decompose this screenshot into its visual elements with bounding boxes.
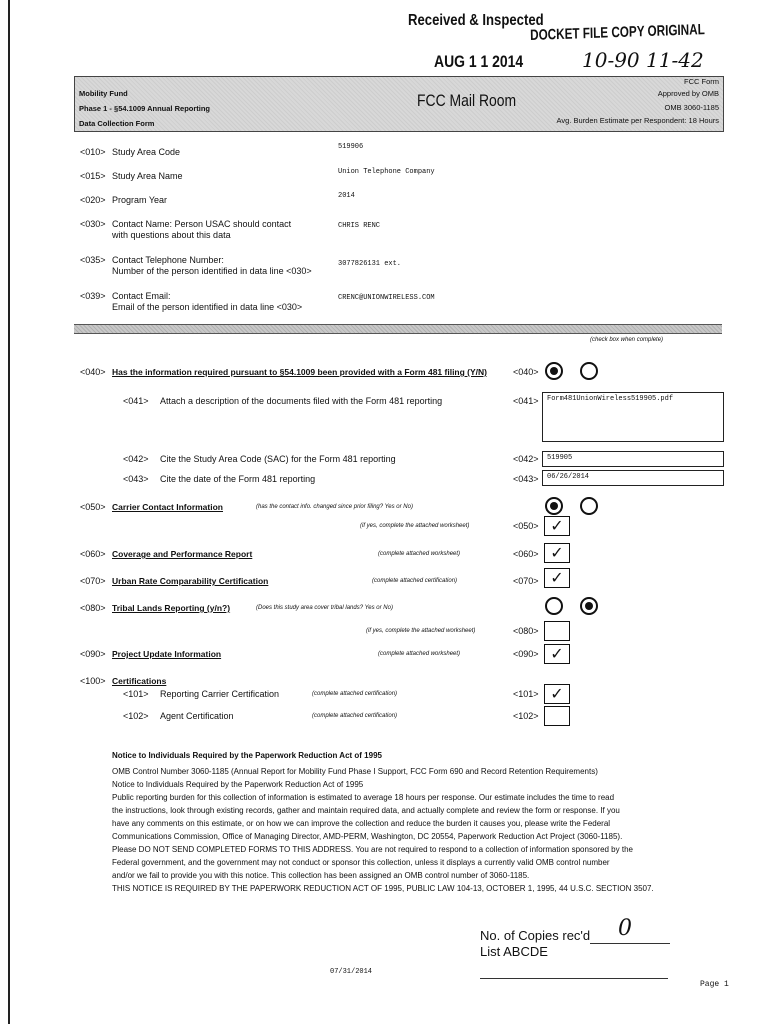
q041-code-right: <041>: [513, 396, 539, 406]
q043-code-right: <043>: [513, 474, 539, 484]
notice-line: and/or we fail to provide you with this notice. This collection has been assigned an OMB control number of 3060-1185.: [112, 871, 530, 880]
q080-no-radio[interactable]: [580, 597, 598, 615]
field-code: <010>: [80, 147, 106, 157]
q101-label: Reporting Carrier Certification: [160, 689, 280, 699]
q080-checkbox[interactable]: [544, 621, 570, 641]
field-code: <030>: [80, 219, 106, 229]
q101-checkbox[interactable]: ✓: [544, 684, 570, 704]
q040-code: <040>: [80, 367, 106, 377]
stamp-date: AUG 1 1 2014: [434, 52, 524, 71]
copies-value: 0: [618, 916, 632, 941]
notice-line: Communications Commission, Office of Managing Director, AMD-PERM, Washington, DC 20554, Paperwork Reduction Act Project (3060-1185).: [112, 832, 623, 841]
q070-hint: (complete attached certification): [372, 578, 458, 584]
notice-body: [112, 765, 702, 895]
page-edge: [8, 0, 10, 1024]
q050-checkbox[interactable]: ✓: [544, 516, 570, 536]
q101-hint: (complete attached certification): [312, 691, 398, 697]
notice-line: OMB Control Number 3060-1185 (Annual Report for Mobility Fund Phase I Support, FCC Form 690 and Record Retention Requirements): [112, 767, 598, 776]
q090-code-right: <090>: [513, 649, 539, 659]
notice-line: the instructions, look through existing records, gather and maintain required data, and actually complete and review the form or response. If you: [112, 806, 620, 815]
field-label-2: Email of the person identified in data line <030>: [112, 302, 303, 312]
footer-date: 07/31/2014: [330, 968, 373, 976]
q042-value: 519905: [547, 454, 573, 462]
q080-label: Tribal Lands Reporting (y/n?): [112, 603, 231, 613]
header-right-2: Approved by OMB: [657, 89, 719, 98]
q070-code-right: <070>: [513, 576, 539, 586]
q041-attachment-field[interactable]: [542, 392, 724, 442]
q100-label: Certifications: [112, 676, 167, 686]
header-right-1: FCC Form: [684, 77, 719, 86]
q060-code-right: <060>: [513, 549, 539, 559]
q041-code: <041>: [123, 396, 149, 406]
q050-hint: (has the contact info. changed since prior filing? Yes or No): [256, 504, 413, 510]
field-code: <035>: [80, 255, 106, 265]
q040-no-radio[interactable]: [580, 362, 598, 380]
header-right-3: OMB 3060-1185: [664, 103, 719, 112]
q042-label: Cite the Study Area Code (SAC) for the Form 481 reporting: [160, 454, 396, 464]
mailroom-stamp: FCC Mail Room: [417, 91, 517, 110]
q041-label: Attach a description of the documents filed with the Form 481 reporting: [160, 396, 443, 406]
q050-yes-radio[interactable]: [545, 497, 563, 515]
q040-yes-radio[interactable]: [545, 362, 563, 380]
q060-code: <060>: [80, 549, 106, 559]
check-box-note: (check box when complete): [590, 337, 664, 343]
notice-line: THIS NOTICE IS REQUIRED BY THE PAPERWORK REDUCTION ACT OF 1995, PUBLIC LAW 104-13, OCTOBER 1, 1995, 44 U.S.C. SECTION 3507.: [112, 884, 654, 893]
q100-code: <100>: [80, 676, 106, 686]
field-value: CRENC@UNIONWIRELESS.COM: [338, 294, 435, 302]
q050-no-radio[interactable]: [580, 497, 598, 515]
q080-sub-hint: (if yes, complete the attached worksheet): [366, 628, 476, 634]
header-left-3: Data Collection Form: [79, 119, 155, 128]
q050-code-right: <050>: [513, 521, 539, 531]
notice-line: Federal government, and the government may not conduct or sponsor this collection, unless it displays a currently valid OMB control number: [112, 858, 610, 867]
field-value: Union Telephone Company: [338, 168, 435, 176]
q050-sub-hint: (if yes, complete the attached worksheet): [360, 523, 470, 529]
received-stamp: Received & Inspected: [408, 12, 544, 29]
field-label: Contact Email:: [112, 291, 171, 301]
q042-sac-field[interactable]: [542, 451, 724, 467]
q043-value: 06/26/2014: [547, 473, 590, 481]
field-label-2: Number of the person identified in data line <030>: [112, 266, 312, 276]
notice-line: Please DO NOT SEND COMPLETED FORMS TO THIS ADDRESS. You are not required to respond to a collection of information sponsored by the: [112, 845, 633, 854]
q101-code-right: <101>: [513, 689, 539, 699]
q060-checkbox[interactable]: ✓: [544, 543, 570, 563]
field-code: <020>: [80, 195, 106, 205]
header-right-4: Avg. Burden Estimate per Respondent: 18 Hours: [556, 116, 719, 125]
q040-label: Has the information required pursuant to §54.1009 been provided with a Form 481 filing (Y/N): [112, 367, 488, 377]
field-value: 2014: [338, 192, 355, 200]
docket-stamp: DOCKET FILE COPY ORIGINAL: [530, 21, 705, 44]
field-value: CHRIS RENC: [338, 222, 381, 230]
page-number: Page 1: [700, 980, 729, 989]
section-divider: [74, 324, 722, 334]
field-label: Study Area Code: [112, 147, 181, 157]
field-label: Study Area Name: [112, 171, 183, 181]
field-code: <039>: [80, 291, 106, 301]
q041-value: Form481UnionWireless519905.pdf: [547, 395, 674, 403]
notice-line: have any comments on this estimate, or on how we can improve the collection and reduce the burden it causes you, please write the Federal: [112, 819, 611, 828]
q050-code: <050>: [80, 502, 106, 512]
header-left-2: Phase 1 - §54.1009 Annual Reporting: [79, 104, 211, 113]
q080-code-right: <080>: [513, 626, 539, 636]
q043-date-field[interactable]: [542, 470, 724, 486]
q070-code: <070>: [80, 576, 106, 586]
field-value: 519906: [338, 143, 364, 151]
form-header: [74, 76, 724, 132]
field-value: 3077826131 ext.: [338, 260, 402, 268]
q090-code: <090>: [80, 649, 106, 659]
q080-code: <080>: [80, 603, 106, 613]
copies-underline: [590, 943, 670, 944]
q042-code-right: <042>: [513, 454, 539, 464]
field-label: Contact Telephone Number:: [112, 255, 224, 265]
q102-label: Agent Certification: [160, 711, 234, 721]
q090-label: Project Update Information: [112, 649, 222, 659]
q102-checkbox[interactable]: [544, 706, 570, 726]
q070-label: Urban Rate Comparability Certification: [112, 576, 269, 586]
q050-label: Carrier Contact Information: [112, 502, 223, 512]
header-left-1: Mobility Fund: [79, 89, 128, 98]
q042-code: <042>: [123, 454, 149, 464]
q043-label: Cite the date of the Form 481 reporting: [160, 474, 316, 484]
q102-code-right: <102>: [513, 711, 539, 721]
q040-code-right: <040>: [513, 367, 539, 377]
q090-checkbox[interactable]: ✓: [544, 644, 570, 664]
copies-list: List ABCDE: [480, 944, 548, 959]
signature-line: [480, 978, 668, 979]
q080-yes-radio[interactable]: [545, 597, 563, 615]
q102-code: <102>: [123, 711, 149, 721]
q043-code: <043>: [123, 474, 149, 484]
field-label: Program Year: [112, 195, 168, 205]
q080-hint: (Does this study area cover tribal lands? Yes or No): [256, 605, 393, 611]
notice-line: Notice to Individuals Required by the Paperwork Reduction Act of 1995: [112, 780, 364, 789]
handwritten-docket: 10-90 11-42: [582, 48, 704, 72]
copies-label: No. of Copies rec'd: [480, 928, 591, 943]
q102-hint: (complete attached certification): [312, 713, 398, 719]
q060-label: Coverage and Performance Report: [112, 549, 253, 559]
notice-title: Notice to Individuals Required by the Paperwork Reduction Act of 1995: [112, 751, 382, 760]
notice-line: Public reporting burden for this collection of information is estimated to average 18 hours per response. Our estimate includes the time to read: [112, 793, 615, 802]
field-label: Contact Name: Person USAC should contact: [112, 219, 292, 229]
field-code: <015>: [80, 171, 106, 181]
field-label-2: with questions about this data: [112, 230, 231, 240]
q090-hint: (complete attached worksheet): [378, 651, 461, 657]
q060-hint: (complete attached worksheet): [378, 551, 461, 557]
q070-checkbox[interactable]: ✓: [544, 568, 570, 588]
q101-code: <101>: [123, 689, 149, 699]
